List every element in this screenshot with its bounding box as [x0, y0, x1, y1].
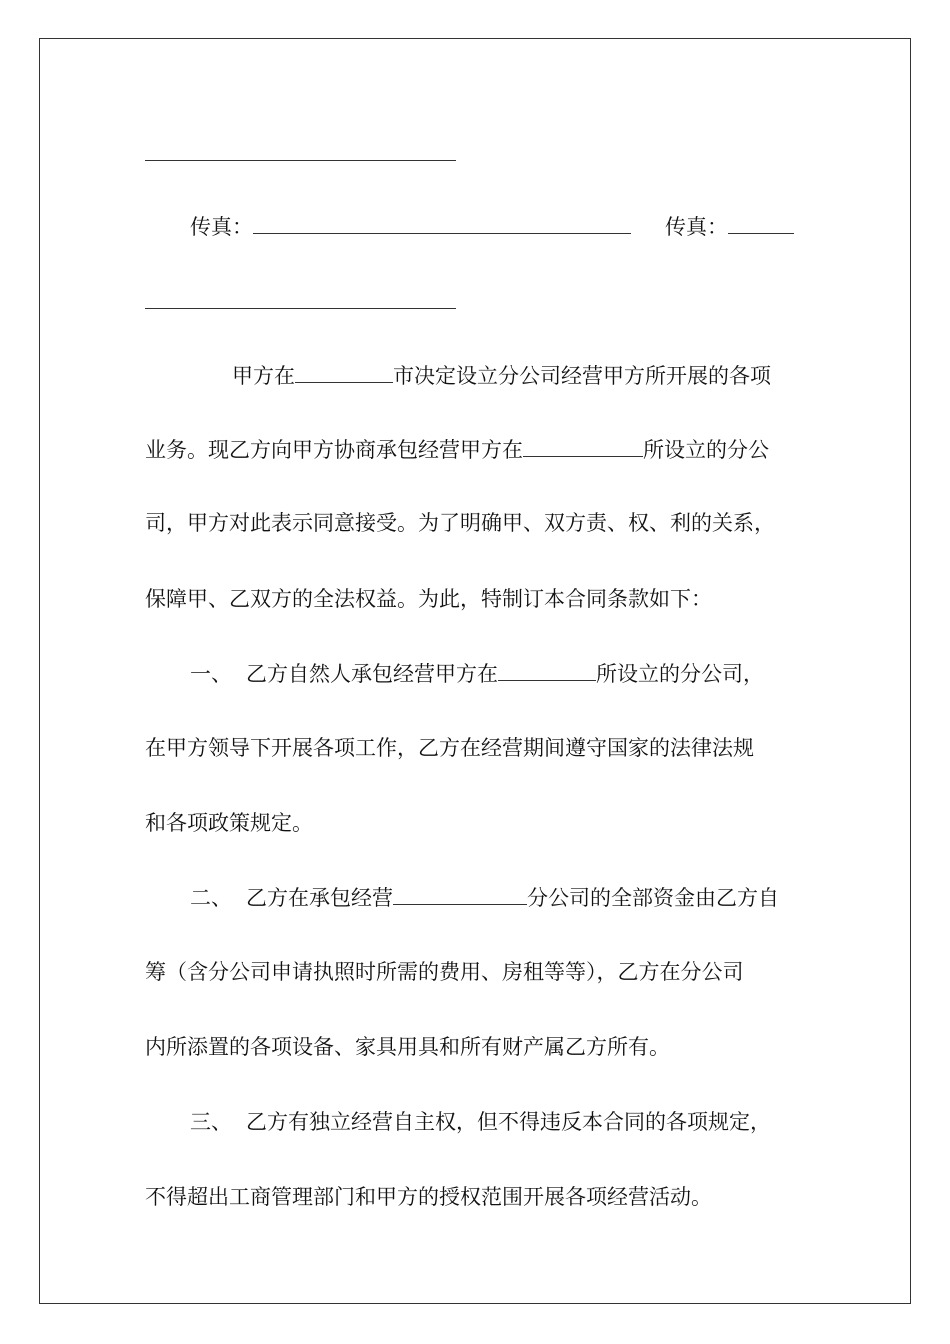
intro-line-4: 保障甲、乙双方的全法权益。为此，特制订本合同条款如下： — [145, 587, 712, 611]
fax-blank-right — [728, 213, 794, 234]
clause-2-number: 二、 — [190, 886, 232, 910]
fax-blank-left — [253, 213, 631, 234]
clause-1-line-3: 和各项政策规定。 — [145, 811, 313, 835]
fax-line — [190, 213, 794, 240]
clause-1-number: 一、 — [190, 662, 232, 686]
clause-1-blank — [498, 660, 596, 681]
clause-2-line-3: 内所添置的各项设备、家具用具和所有财产属乙方所有。 — [145, 1035, 670, 1059]
clause-1-line-2: 在甲方领导下开展各项工作，乙方在经营期间遵守国家的法律法规 — [145, 736, 754, 760]
city-blank — [295, 362, 393, 383]
clause-3-line-1: 三、 乙方有独立经营自主权，但不得违反本合同的各项规定， — [190, 1110, 771, 1134]
fax-label-left: 传真： — [190, 215, 253, 239]
clause-3-number: 三、 — [190, 1110, 232, 1134]
clause-2-line-1: 二、 乙方在承包经营 分公司的全部资金由乙方自 — [190, 886, 779, 910]
clause-1-line-1: 一、 乙方自然人承包经营甲方在 所设立的分公司， — [190, 662, 764, 686]
signature-rule-top — [145, 160, 456, 161]
intro-line-2: 业务。现乙方向甲方协商承包经营甲方在 所设立的分公 — [145, 438, 769, 462]
clause-2-line-2: 筹（含分公司申请执照时所需的费用、房租等等），乙方在分公司 — [145, 960, 744, 984]
location-blank — [523, 436, 643, 457]
clause-3-line-2: 不得超出工商管理部门和甲方的授权范围开展各项经营活动。 — [145, 1185, 712, 1209]
clause-2-blank — [393, 884, 527, 905]
intro-line-1: 甲方在 市决定设立分公司经营甲方所开展的各项 — [232, 364, 771, 388]
signature-rule-bottom — [145, 308, 456, 309]
fax-label-right: 传真： — [665, 215, 728, 239]
intro-line-3: 司，甲方对此表示同意接受。为了明确甲、双方责、权、利的关系， — [145, 511, 775, 535]
